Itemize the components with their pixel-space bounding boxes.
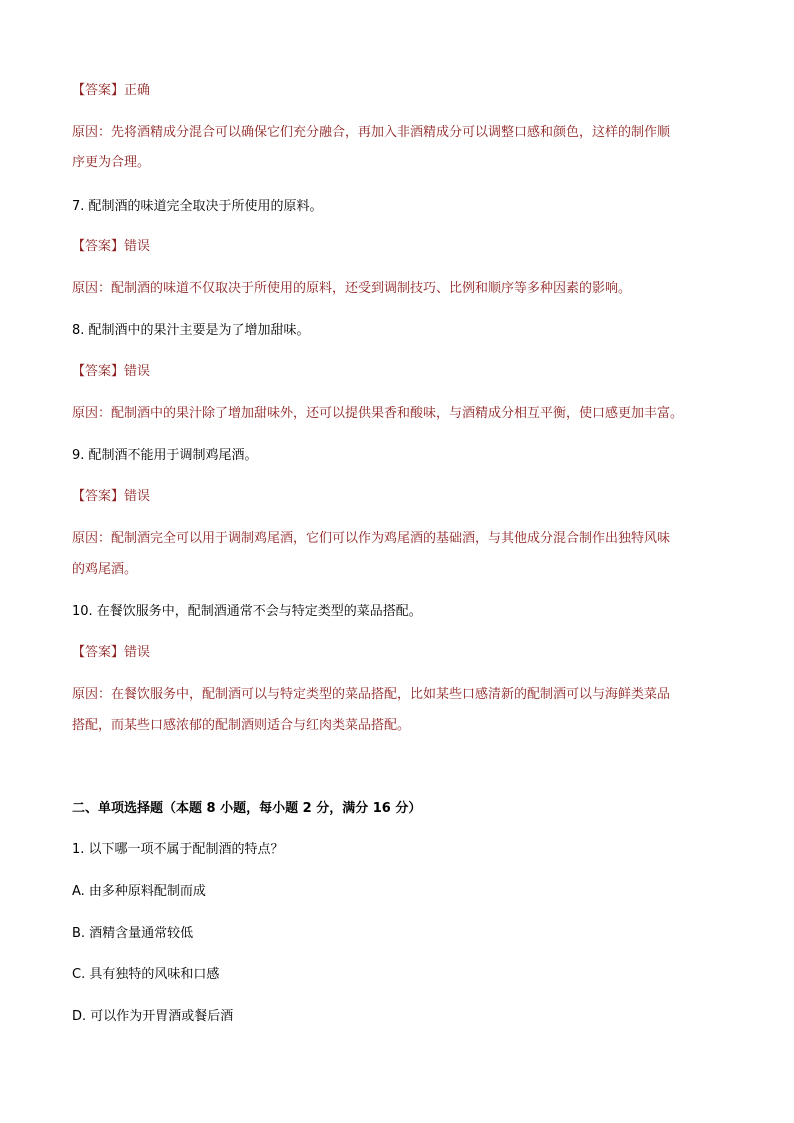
question-text: 7. 配制酒的味道完全取决于所使用的原料。: [72, 199, 323, 214]
answer-label: 【答案】错误: [72, 489, 151, 504]
question-text: 1. 以下哪一项不属于配制酒的特点？: [72, 842, 284, 857]
question-text: 9. 配制酒不能用于调制鸡尾酒。: [72, 448, 258, 463]
reason-text: 原因：配制酒的味道不仅取决于所使用的原料，还受到调制技巧、比例和顺序等多种因素的影响。: [72, 281, 632, 296]
option-b: B. 酒精含量通常较低: [72, 926, 194, 941]
answer-label: 【答案】错误: [72, 364, 151, 379]
answer-label: 【答案】错误: [72, 239, 151, 254]
answer-label: 【答案】错误: [72, 645, 151, 660]
question-text: 8. 配制酒中的果汁主要是为了增加甜味。: [72, 323, 310, 338]
reason-text: 原因：配制酒中的果汁除了增加甜味外，还可以提供果香和酸味，与酒精成分相互平衡，使口感更加丰富。: [72, 406, 684, 421]
answer-label: 【答案】正确: [72, 83, 151, 98]
reason-text: 原因：先将酒精成分混合可以确保它们充分融合，再加入非酒精成分可以调整口感和颜色，这样的制作顺: [72, 125, 671, 140]
section-heading: 二、单项选择题（本题 8 小题，每小题 2 分，满分 16 分）: [72, 801, 422, 816]
option-d: D. 可以作为开胃酒或餐后酒: [72, 1009, 234, 1024]
option-a: A. 由多种原料配制而成: [72, 884, 206, 899]
question-text: 10. 在餐饮服务中，配制酒通常不会与特定类型的菜品搭配。: [72, 604, 422, 619]
reason-text: 序更为合理。: [72, 155, 151, 170]
reason-text: 搭配，而某些口感浓郁的配制酒则适合与红肉类菜品搭配。: [72, 718, 411, 733]
reason-text: 的鸡尾酒。: [72, 562, 138, 577]
reason-text: 原因：在餐饮服务中，配制酒可以与特定类型的菜品搭配，比如某些口感清新的配制酒可以与海鲜类菜品: [72, 687, 671, 702]
reason-text: 原因：配制酒完全可以用于调制鸡尾酒，它们可以作为鸡尾酒的基础酒，与其他成分混合制作出独特风味: [72, 531, 671, 546]
option-c: C. 具有独特的风味和口感: [72, 967, 220, 982]
